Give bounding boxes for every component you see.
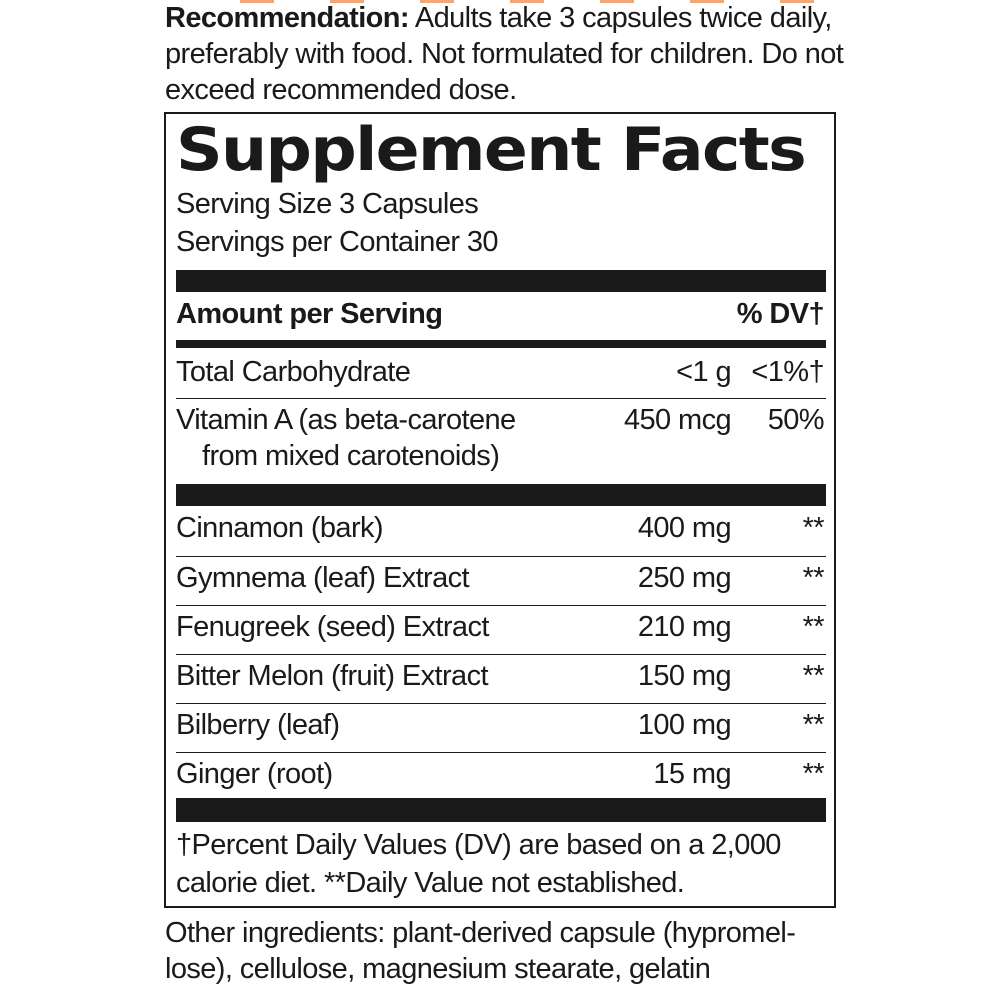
servings-per-container: Servings per Container 30: [176, 226, 498, 258]
supplement-facts-panel: [164, 112, 836, 908]
nutrient-name: [176, 402, 516, 474]
ingredient-amount: 150 mg: [637, 660, 731, 692]
nutrient-row: [176, 402, 826, 478]
ingredient-amount: 400 mg: [637, 512, 731, 544]
ingredient-row: [176, 560, 826, 606]
thick-divider: [176, 484, 826, 506]
serving-size: Serving Size 3 Capsules: [176, 188, 479, 220]
recommendation-label: Recommendation:: [165, 2, 409, 34]
ingredient-dv: **: [802, 611, 824, 643]
daily-value-footnote: †Percent Daily Values (DV) are based on a 2,000 calorie diet. **Daily Value not established.: [176, 829, 781, 899]
ingredient-row: [176, 609, 826, 655]
ingredient-row: [176, 658, 826, 704]
ingredient-name: Bitter Melon (fruit) Extract: [176, 660, 488, 692]
amount-per-serving-header: Amount per Serving: [176, 298, 443, 330]
ingredient-amount: 100 mg: [637, 709, 731, 741]
ingredient-amount: 250 mg: [637, 562, 731, 594]
percent-dv-header: % DV†: [736, 298, 824, 330]
nutrient-name: Total Carbohydrate: [176, 356, 411, 388]
ingredient-amount: 15 mg: [653, 758, 731, 790]
nutrient-dv: 50%: [767, 404, 824, 436]
ingredient-row: [176, 510, 826, 557]
nutrient-name-line1: Vitamin A (as beta-carotene: [176, 404, 516, 436]
cropped-warning-line: [165, 990, 845, 1000]
nutrient-name-line2: from mixed carotenoids): [202, 440, 500, 472]
ingredient-name: Gymnema (leaf) Extract: [176, 562, 469, 594]
recommendation-text: [165, 0, 845, 108]
facts-title: Supplement Facts: [176, 115, 806, 185]
nutrient-amount: <1 g: [676, 356, 731, 388]
ingredient-name: Bilberry (leaf): [176, 709, 340, 741]
medium-divider: [176, 340, 826, 348]
ingredient-name: Fenugreek (seed) Extract: [176, 611, 489, 643]
ingredient-amount: 210 mg: [637, 611, 731, 643]
nutrient-dv: <1%†: [751, 356, 824, 388]
ingredient-name: Cinnamon (bark): [176, 512, 383, 544]
ingredient-row: [176, 707, 826, 753]
ingredient-dv: **: [802, 709, 824, 741]
ingredient-name: Ginger (root): [176, 758, 333, 790]
ingredient-dv: **: [802, 562, 824, 594]
thick-divider: [176, 270, 826, 292]
thick-divider: [176, 798, 826, 822]
ingredient-dv: **: [802, 512, 824, 544]
ingredient-row: [176, 756, 826, 796]
ingredient-dv: **: [802, 660, 824, 692]
nutrient-amount: 450 mcg: [623, 404, 731, 436]
nutrient-row: [176, 354, 826, 399]
recommendation-body: Adults take 3 capsules twice daily, preferably with food. Not formulated for children. Do not exceed recommended dose.: [165, 2, 844, 106]
ingredient-dv: **: [802, 758, 824, 790]
other-ingredients: Other ingredients: plant-derived capsule (hypromel-lose), cellulose, magnesium stearate, gelatin: [165, 917, 796, 985]
